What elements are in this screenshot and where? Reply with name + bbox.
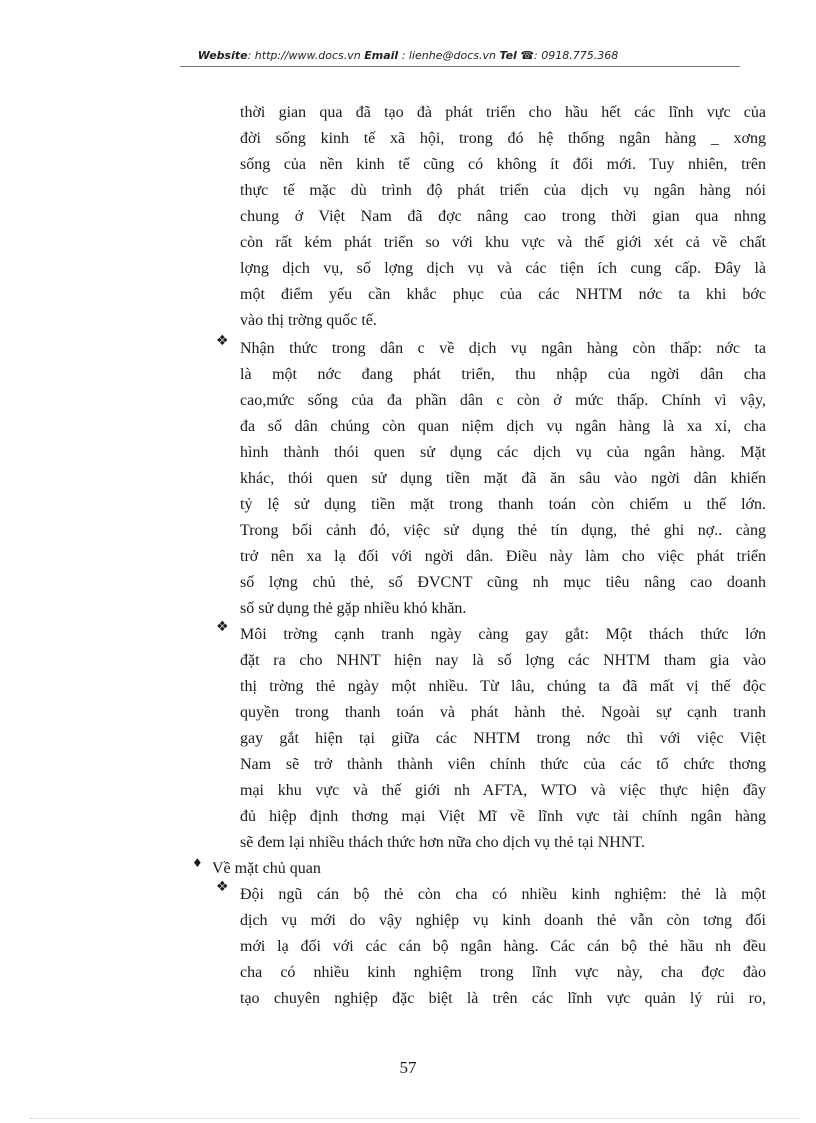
tel-value: : 0918.775.368: [534, 49, 619, 62]
text-line: số sử dụng thẻ gặp nhiều khó khăn.: [240, 600, 467, 617]
diamond-bullet-icon: ♦: [192, 856, 203, 870]
text-line: lợng dịch vụ, số lợng dịch vụ và các tiện ích cung cấp. Đây là: [240, 260, 766, 277]
paragraph-awareness: [240, 336, 766, 622]
text-line: dịch vụ mới do vậy nghiệp vụ kinh doanh thẻ vẫn còn tơng đối: [240, 912, 766, 929]
text-line: quyền trong thanh toán và phát hành thẻ. Ngoài sự cạnh tranh: [240, 704, 766, 721]
text-line: Nhận thức trong dân c về dịch vụ ngân hàng còn thấp: nớc ta: [240, 340, 766, 357]
website-url: : http://www.docs.vn: [247, 49, 361, 62]
text-line: sống của nền kinh tế cũng có không ít đổi mới. Tuy nhiên, trên: [240, 156, 766, 173]
text-line: đời sống kinh tế xã hội, trong đó hệ thống ngân hàng _ xơng: [240, 130, 766, 147]
email-value: : lienhe@docs.vn: [401, 49, 496, 62]
text-line: Nam sẽ trở thành thành viên chính thức của các tổ chức thơng: [240, 756, 766, 773]
website-label: Website: [197, 49, 248, 62]
text-line: trở nên xa lạ đối với ngời dân. Điều này làm cho việc phát triển: [240, 548, 766, 565]
text-line: một điểm yếu cần khắc phục của các NHTM nớc ta khi bớc: [240, 286, 766, 303]
text-line: hình thành thói quen sử dụng các dịch vụ của ngân hàng. Mặt: [240, 444, 766, 461]
text-line: Trong bối cảnh đó, việc sử dụng thẻ tín dụng, thẻ ghi nợ.. càng: [240, 522, 766, 539]
text-line: còn rất kém phát triển so với khu vực và thế giới xét cả về chất: [240, 234, 766, 251]
footer-dotted-line: [30, 1118, 800, 1119]
text-line: là một nớc đang phát triển, thu nhập của ngời dân cha: [240, 366, 766, 383]
text-line: đủ hiệp định thơng mại Việt Mĩ về lĩnh vực tài chính ngân hàng: [240, 808, 766, 825]
text-line: sẽ đem lại nhiều thách thức hơn nữa cho dịch vụ thẻ tại NHNT.: [240, 834, 645, 851]
text-line: vào thị trờng quốc tế.: [240, 312, 377, 329]
text-line: tạo chuyên nghiệp đặc biệt là trên các lĩnh vực quản lý rủi ro,: [240, 990, 766, 1007]
text-line: cao,mức sống của đa phần dân c còn ở mức thấp. Chính vì vậy,: [240, 392, 766, 409]
star-bullet-icon: ❖: [216, 619, 229, 635]
page-header: [0, 49, 816, 62]
text-line: đặt ra cho NHNT hiện nay là số lợng các NHTM tham gia vào: [240, 652, 766, 669]
text-line: tỷ lệ sử dụng tiền mặt trong thanh toán còn chiếm u thế lớn.: [240, 496, 766, 513]
page-number: 57: [399, 1058, 417, 1077]
text-line: thị trờng thẻ ngày một nhiều. Từ lâu, chúng ta đã mất vị thế độc: [240, 678, 766, 695]
text-line: mại khu vực và thế giới nh AFTA, WTO và việc thực hiện đầy: [240, 782, 766, 799]
email-label: Email: [364, 49, 399, 62]
text-line: thời gian qua đã tạo đà phát triển cho hầu hết các lĩnh vực của: [240, 104, 766, 121]
paragraph-intro: [240, 100, 766, 334]
text-line: thực tế mặc dù trình độ phát triển của dịch vụ ngân hàng nói: [240, 182, 766, 199]
text-line: Đội ngũ cán bộ thẻ còn cha có nhiều kinh nghiệm: thẻ là một: [240, 886, 766, 903]
text-line: Môi trờng cạnh tranh ngày càng gay gắt: Một thách thức lớn: [240, 626, 766, 643]
subjective-heading: Về mặt chủ quan: [212, 860, 321, 877]
star-bullet-icon: ❖: [216, 333, 229, 349]
paragraph-staff: [240, 882, 766, 1012]
text-line: mới lạ đối với các cán bộ ngân hàng. Các cán bộ thẻ hầu nh đều: [240, 938, 766, 955]
text-line: đa số dân chúng còn quan niệm dịch vụ ngân hàng là xa xỉ, cha: [240, 418, 766, 435]
text-line: gay gắt hiện tại giữa các NHTM trong nớc thì với việc Việt: [240, 730, 766, 747]
text-line: chung ở Việt Nam đã đợc nâng cao trong thời gian qua nhng: [240, 208, 766, 225]
text-line: số lợng chủ thẻ, số ĐVCNT cũng nh mục tiêu nâng cao doanh: [240, 574, 766, 591]
star-bullet-icon: ❖: [216, 879, 229, 895]
header-rule: [180, 66, 740, 67]
paragraph-competition: [240, 622, 766, 856]
phone-icon: ☎: [520, 49, 535, 62]
text-line: cha có nhiều kinh nghiệm trong lĩnh vực này, cha đợc đào: [240, 964, 766, 981]
text-line: khác, thói quen sử dụng tiền mặt đã ăn sâu vào ngời dân khiến: [240, 470, 766, 487]
tel-label: Tel: [499, 49, 517, 62]
